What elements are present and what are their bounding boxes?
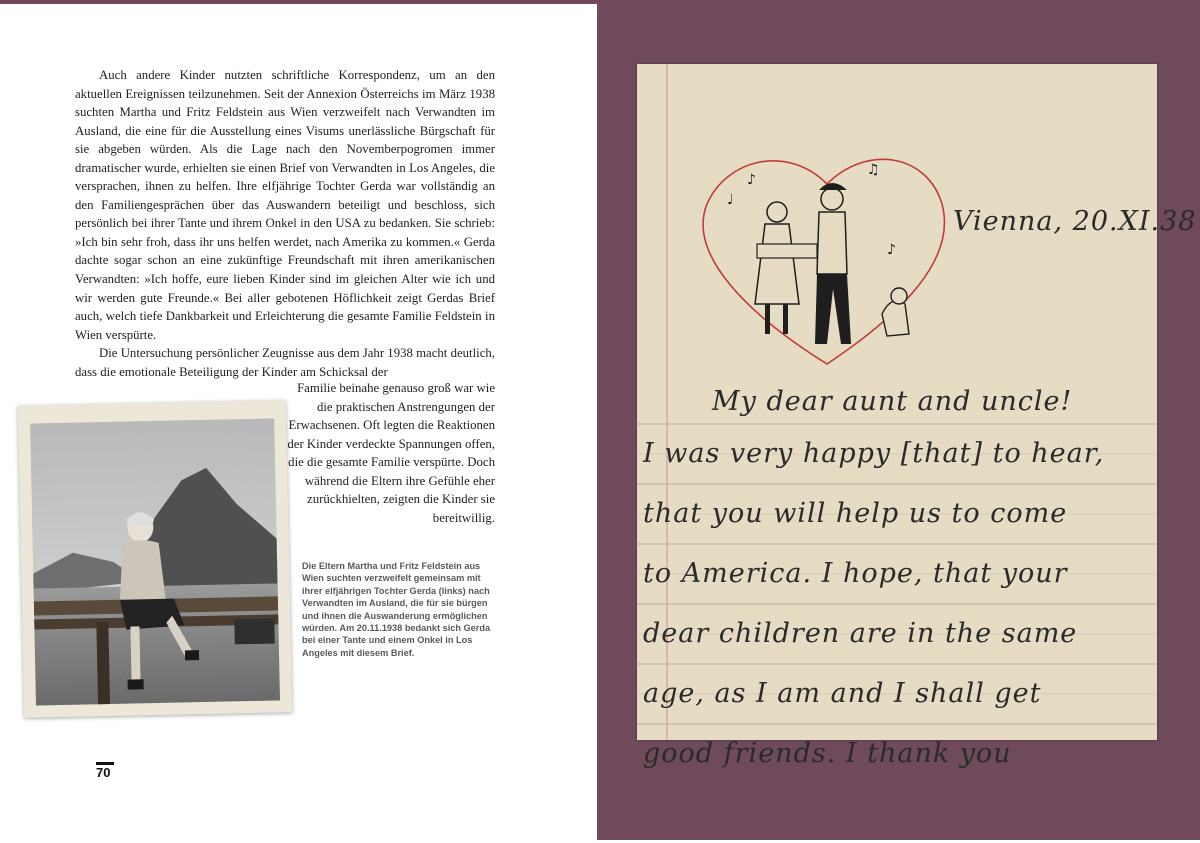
photo-card [18, 400, 292, 718]
letter-date: Vienna, 20.XI.38 [953, 206, 1197, 237]
letter-line-2: that you will help us to come [643, 498, 1068, 529]
photo-caption: Die Eltern Martha und Fritz Feldstein aus Wien suchten verzweifelt gemeinsam mit ihrer elfjährigen Tochter Gerda (links) nach Verwandten im Ausland, die für sie bürgen und ihnen die Auswanderung ermöglichen würden. Am 20.11.1938 bedankt sich Gerda bei einer Tante und einem Onkel in Los Angeles mit diesem Brief. [302, 561, 491, 658]
handwritten-letter [637, 64, 1197, 769]
article-paragraph-2-start: Die Untersuchung persönlicher Zeugnisse aus dem Jahr 1938 macht deutlich, dass die emotionale Beteiligung der Kinder am Schicksal der [75, 346, 495, 379]
photo-girl-on-railing [30, 418, 280, 705]
letter-line-1: I was very happy [that] to hear, [643, 438, 1105, 469]
article-paragraph-1: Auch andere Kinder nutzten schriftliche Korrespondenz, um an den aktuellen Ereignissen teilzunehmen. Seit der Annexion Österreichs im März 1938 suchten Martha und Fritz Feldstein aus Wien verzweifelt nach Verwandten im Ausland, die eine für die Ausstellung eines Visums unerlässliche Bürgschaft für sie abgeben würden. Als die Lage nach den Novemberpogromen immer dramatischer wurde, erhielten sie einen Brief von Verwandten in Los Angeles, die versprachen, ihnen zu helfen. Ihre elfjährige Tochter Gerda war vollständig an den Familiengesprächen über das Auswandern beteiligt und beschloss, sich persönlich bei ihrer Tante und ihrem Onkel in den USA zu bedanken. Sie schrieb: »Ich bin sehr froh, dass ihr uns helfen werdet, nach Amerika zu kommen.« Gerda dachte sogar schon an eine zukünftige Freundschaft mit ihren amerikanischen Verwandten: »Ich hoffe, eure lieben Kinder sind im gleichen Alter wie ich und wir werden gute Freunde.« Bei aller gebotenen Höflichkeit zeigt Gerdas Brief auch, welch tiefe Dankbarkeit und Erleichterung die gesamte Familie Feldstein in Wien verspürte. [75, 68, 495, 342]
svg-text:♪: ♪ [747, 172, 756, 188]
svg-text:♩: ♩ [727, 192, 734, 208]
svg-text:♪: ♪ [887, 242, 896, 258]
svg-text:♫: ♫ [867, 162, 880, 178]
article-paragraph-2-continued: Familie beinahe genauso groß war wie die praktischen Anstrengungen der Erwachsenen. Oft legten die Reaktionen der Kinder verdeckte Spannungen offen, die die gesamte Familie verspürte. Doch während die Eltern ihre Gefühle eher zurückhielten, zeigten die Kinder sie bereitwillig. [287, 381, 495, 525]
letter-line-5: age, as I am and I shall get [643, 678, 1042, 709]
letter-greeting: My dear aunt and uncle! [712, 386, 1073, 417]
letter-line-4: dear children are in the same [643, 618, 1078, 649]
letter-line-6: good friends. I thank you [643, 738, 1012, 769]
letter-line-3: to America. I hope, that your [643, 558, 1068, 589]
page-number: 70 [96, 765, 111, 780]
article-text [75, 66, 495, 381]
